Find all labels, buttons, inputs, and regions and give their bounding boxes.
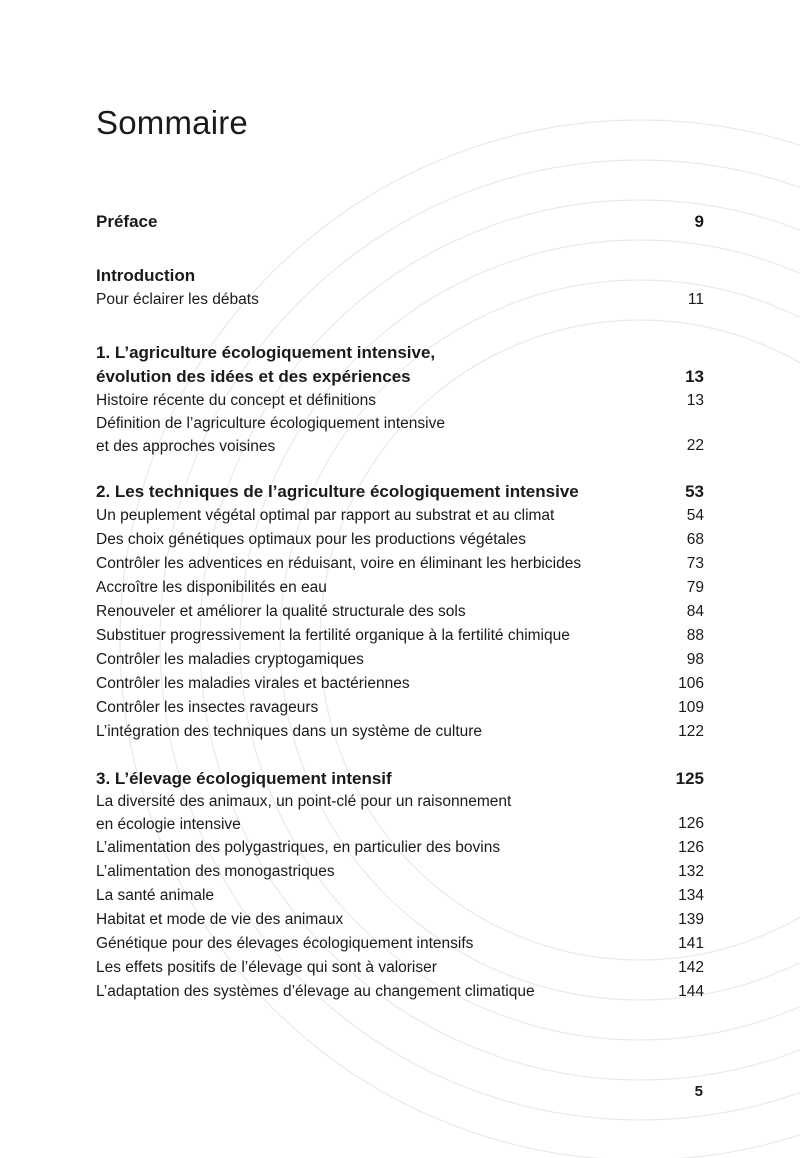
toc-entry[interactable] [96, 720, 704, 744]
toc-entry[interactable] [96, 413, 704, 458]
toc-entry-title: Habitat et mode de vie des animaux [96, 911, 344, 928]
toc-entry-page: 134 [678, 887, 704, 904]
toc-entry[interactable] [96, 956, 704, 980]
toc-entry-title: L’alimentation des monogastriques [96, 863, 335, 880]
toc-section-2-title: 2. Les techniques de l’agriculture écologiquement intensive [96, 482, 579, 501]
page-title: Sommaire [96, 104, 248, 141]
toc-section-2 [96, 480, 704, 744]
toc-preface-page: 9 [694, 212, 704, 231]
toc-entry-page: 142 [678, 959, 704, 976]
toc-entry-title-line2: en écologie intensive [96, 815, 241, 833]
toc-entry-page: 126 [678, 839, 704, 856]
toc-section-1 [96, 341, 704, 458]
toc-entry-page: 132 [678, 863, 704, 880]
toc-entry[interactable] [96, 552, 704, 576]
toc-section-3-page: 125 [675, 769, 704, 788]
toc-entry-title: Renouveler et améliorer la qualité structurale des sols [96, 603, 466, 620]
toc-entry-page: 13 [686, 392, 704, 409]
toc-entry[interactable] [96, 884, 704, 908]
toc-section-3 [96, 767, 704, 1004]
toc-entry[interactable] [96, 389, 704, 413]
toc-entry-title-line1: Définition de l’agriculture écologiquement intensive [96, 415, 445, 432]
toc-section-2-heading[interactable] [96, 480, 704, 504]
toc-entry-page: 141 [678, 935, 704, 952]
toc-entry-page: 106 [678, 675, 704, 692]
toc-entry-page: 11 [687, 291, 704, 308]
toc-entry[interactable] [96, 672, 704, 696]
toc-entry-title: La santé animale [96, 887, 215, 904]
page-number: 5 [694, 1083, 703, 1100]
toc-preface-title: Préface [96, 212, 158, 231]
toc-entry-page: 73 [686, 555, 704, 572]
toc-entry-title: Histoire récente du concept et définitions [96, 392, 377, 409]
toc-entry-title: Contrôler les maladies cryptogamiques [96, 651, 364, 668]
toc-entry-title [96, 791, 511, 836]
toc-section-1-title-line1: 1. L’agriculture écologiquement intensive, [96, 343, 436, 362]
toc-entry[interactable] [96, 696, 704, 720]
toc-entry-page: 84 [686, 603, 704, 620]
toc-section-3-heading[interactable] [96, 767, 704, 791]
toc-section-2-entries [96, 504, 704, 744]
toc-entry-page: 22 [686, 437, 704, 454]
toc-entry[interactable] [96, 576, 704, 600]
toc-entry-title-line2: et des approches voisines [96, 437, 276, 455]
toc-entry-page: 126 [678, 815, 704, 832]
toc-section-1-title-line2: évolution des idées et des expériences [96, 367, 411, 386]
toc-entry[interactable] [96, 980, 704, 1004]
toc-entry-title: Pour éclairer les débats [96, 291, 259, 308]
toc-entry-title: Des choix génétiques optimaux pour les productions végétales [96, 531, 526, 548]
toc-entry-page: 144 [678, 983, 704, 1000]
toc-entry[interactable] [96, 908, 704, 932]
toc-entry-title: L’alimentation des polygastriques, en particulier des bovins [96, 839, 501, 856]
toc-entry-title: L’adaptation des systèmes d’élevage au changement climatique [96, 983, 535, 1000]
toc-entry[interactable] [96, 600, 704, 624]
toc-entry[interactable] [96, 288, 704, 312]
toc-entry[interactable] [96, 528, 704, 552]
toc-entry[interactable] [96, 932, 704, 956]
toc-entry-title: Accroître les disponibilités en eau [96, 579, 327, 596]
toc-entry[interactable] [96, 624, 704, 648]
toc-entry-page: 68 [686, 531, 704, 548]
toc-entry-page: 88 [686, 627, 704, 644]
toc-entry[interactable] [96, 860, 704, 884]
toc-entry-title: Contrôler les insectes ravageurs [96, 699, 319, 716]
toc-entry-title: Contrôler les adventices en réduisant, voire en éliminant les herbicides [96, 555, 582, 572]
toc-entry[interactable] [96, 504, 704, 528]
toc-entry-page: 98 [686, 651, 704, 668]
toc-section-3-title: 3. L’élevage écologiquement intensif [96, 769, 392, 788]
toc-entry-title [96, 413, 445, 458]
table-of-contents [96, 210, 704, 1004]
toc-entry-title: Substituer progressivement la fertilité organique à la fertilité chimique [96, 627, 570, 644]
toc-entry-title: Les effets positifs de l’élevage qui sont à valoriser [96, 959, 437, 976]
toc-section-1-page: 13 [685, 367, 704, 386]
toc-section-2-page: 53 [685, 482, 704, 501]
toc-entry-page: 139 [678, 911, 704, 928]
toc-entry-title-line1: La diversité des animaux, un point-clé pour un raisonnement [96, 793, 512, 810]
toc-entry[interactable] [96, 836, 704, 860]
toc-entry-title: Un peuplement végétal optimal par rapport au substrat et au climat [96, 507, 555, 524]
toc-entry[interactable] [96, 791, 704, 836]
toc-entry-page: 122 [678, 723, 704, 740]
toc-introduction-section [96, 264, 704, 312]
toc-entry-page: 109 [678, 699, 704, 716]
toc-entry-title: Génétique pour des élevages écologiquement intensifs [96, 935, 474, 952]
toc-entry-page: 54 [686, 507, 704, 524]
toc-entry-title: L’intégration des techniques dans un système de culture [96, 723, 483, 740]
toc-entry-page: 79 [686, 579, 704, 596]
toc-introduction-heading[interactable] [96, 264, 704, 288]
toc-entry-title: Contrôler les maladies virales et bactériennes [96, 675, 410, 692]
toc-section-1-title [96, 341, 435, 389]
toc-preface[interactable] [96, 210, 704, 234]
toc-introduction-title: Introduction [96, 266, 196, 285]
toc-entry[interactable] [96, 648, 704, 672]
toc-section-1-heading[interactable] [96, 341, 704, 389]
